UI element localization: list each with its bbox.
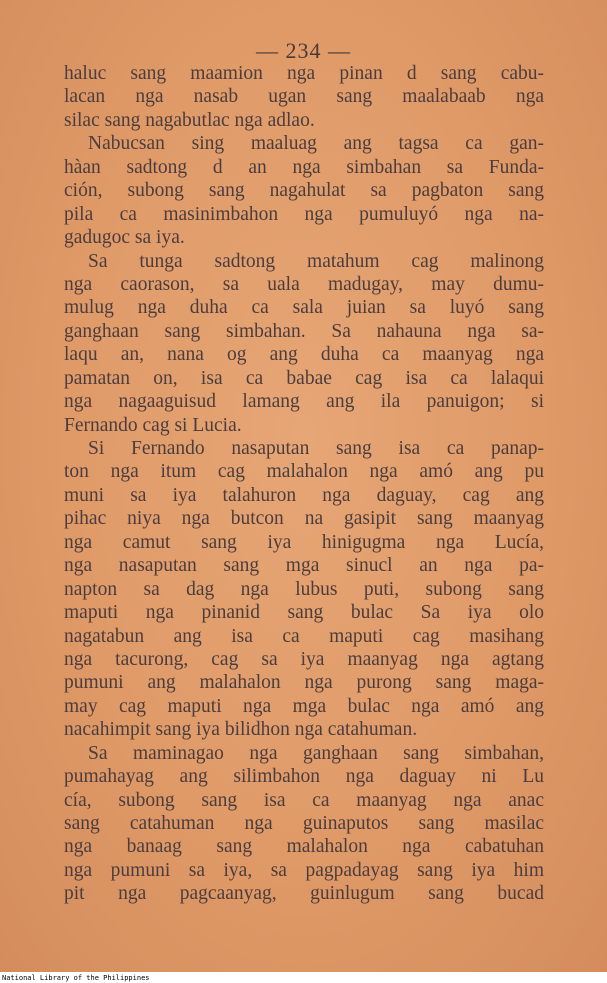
text-line: Nabucsan sing maaluag ang tagsa ca gan- bbox=[88, 133, 544, 155]
text-line: Si Fernando nasaputan sang isa ca panap- bbox=[88, 438, 544, 459]
text-line: nga camut sang iya hinigugma nga Lucía, bbox=[64, 531, 544, 553]
text-line: Fernando cag si Lucia. bbox=[64, 414, 242, 436]
text-line: napton sa dag nga lubus puti, subong sang bbox=[64, 578, 544, 600]
text-line: Sa maminagao nga ganghaan sang simbahan, bbox=[88, 742, 544, 764]
text-line: ción, subong sang nagahulat sa pagbaton sang bbox=[64, 180, 544, 202]
page-number: — 234 — bbox=[256, 38, 351, 63]
text-line: nga nagaaguisud lamang ang ila panuigon; si bbox=[64, 391, 544, 413]
text-line: nga pumuni sa iya, sa pagpadayag sang iya him bbox=[64, 859, 544, 881]
text-line: mulug nga duha ca sala juian sa luyó sang bbox=[64, 297, 544, 319]
text-line: pit nga pagcaanyag, guinlugum sang bucad bbox=[64, 883, 544, 905]
text-line: nacahimpit sang iya bilidhon nga catahuman. bbox=[64, 719, 418, 741]
text-line: silac sang nagabutlac nga adlao. bbox=[64, 109, 315, 131]
text-line: may cag maputi nga mga bulac nga amó ang bbox=[64, 695, 544, 717]
text-line: pumahayag ang silimbahon nga daguay ni Lu bbox=[64, 766, 544, 788]
text-line: laqu an, nana og ang duha ca maanyag nga bbox=[64, 344, 544, 366]
text-line: hàan sadtong d an nga simbahan sa Funda- bbox=[64, 156, 544, 178]
text-line: cía, subong sang isa ca maanyag nga anac bbox=[64, 789, 544, 811]
text-line: gadugoc sa iya. bbox=[64, 227, 185, 249]
text-line: ganghaan sang simbahan. Sa nahauna nga sa- bbox=[64, 320, 544, 342]
text-line: nga caorason, sa uala madugay, may dumu- bbox=[64, 273, 544, 295]
text-line: nga banaag sang malahalon nga cabatuhan bbox=[64, 836, 544, 858]
text-line: haluc sang maamion nga pinan d sang cabu- bbox=[64, 63, 544, 84]
library-credit: National Library of the Philippines bbox=[2, 974, 150, 982]
text-line: sang catahuman nga guinaputos sang masilac bbox=[64, 813, 544, 834]
text-line: pila ca masinimbahon nga pumuluyó nga na- bbox=[64, 203, 544, 225]
text-line: Sa tunga sadtong matahum cag malinong bbox=[88, 250, 544, 272]
text-line: ton nga itum cag malahalon nga amó ang pu bbox=[64, 461, 544, 483]
text-line: nagatabun ang isa ca maputi cag masihang bbox=[64, 625, 544, 647]
text-line: nga nasaputan sang mga sinucl an nga pa- bbox=[64, 555, 544, 577]
text-line: maputi nga pinanid sang bulac Sa iya olo bbox=[64, 602, 544, 624]
page-text bbox=[64, 62, 544, 906]
text-line: pamatan on, isa ca babae cag isa ca lalaqui bbox=[64, 367, 544, 389]
text-line: lacan nga nasab ugan sang maalabaab nga bbox=[64, 86, 544, 108]
text-line: pihac niya nga butcon na gasipit sang maanyag bbox=[64, 508, 544, 530]
text-line: nga tacurong, cag sa iya maanyag nga agtang bbox=[64, 648, 544, 670]
text-line: muni sa iya talahuron nga daguay, cag ang bbox=[64, 484, 544, 506]
text-line: pumuni ang malahalon nga purong sang maga- bbox=[64, 672, 544, 694]
